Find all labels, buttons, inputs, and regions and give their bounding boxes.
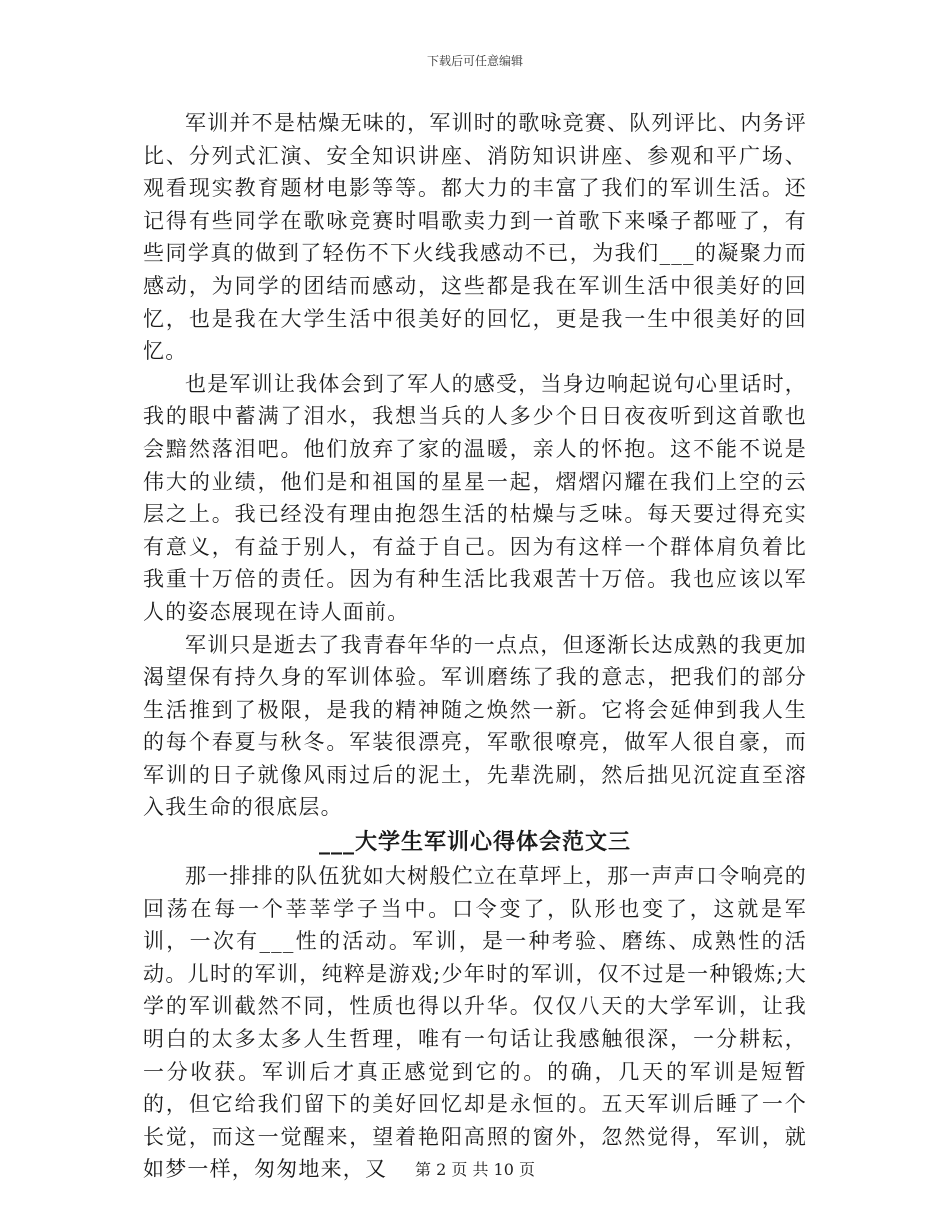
page-header: 下载后可任意编辑 [426,54,523,68]
section-title: ___大学生军训心得体会范文三 [318,829,631,856]
paragraph: 也是军训让我体会到了军人的感受，当身边响起说句心里话时，我的眼中蓄满了泪水，我想当兵的人多少个日日夜夜听到这首歌也会黯然落泪吧。他们放弃了家的温暖，亲人的怀抱。这不能不说是伟大的业绩，他们是和祖国的星星一起，熠熠闪耀在我们上空的云层之上。我已经没有理由抱怨生活的枯燥与乏味。每天要过得充实有意义，有益于别人，有益于自己。因为有这样一个群体肩负着比我重十万倍的责任。因为有种生活比我艰苦十万倍。我也应该以军人的姿态展现在诗人面前。 [143,371,807,624]
document-body [143,107,807,1186]
paragraph: 军训只是逝去了我青春年华的一点点，但逐渐长达成熟的我更加渴望保有持久身的军训体验。军训磨练了我的意志，把我们的部分生活推到了极限，是我的精神随之焕然一新。它将会延伸到我人生的每个春夏与秋冬。军装很漂亮，军歌很嘹亮，做军人很自豪，而军训的日子就像风雨过后的泥土，先辈洗刷，然后拙见沉淀直至溶入我生命的很底层。 [143,632,807,820]
page-number: 第 2 页 共 10 页 [415,1160,535,1179]
paragraph: 那一排排的队伍犹如大树般伫立在草坪上，那一声声口令响亮的回荡在每一个莘莘学子当中。口令变了，队形也变了，这就是军训，一次有___性的活动。军训，是一种考验、磨练、成熟性的活动。儿时的军训，纯粹是游戏;少年时的军训，仅不过是一种锻炼;大学的军训截然不同，性质也得以升华。仅仅八天的大学军训，让我明白的太多太多人生哲理，唯有一句话让我感触很深，一分耕耘，一分收获。军训后才真正感觉到它的。的确，几天的军训是短暂的，但它给我们留下的美好回忆却是永恒的。五天军训后睡了一个长觉，而这一觉醒来，望着艳阳高照的窗外，忽然觉得，军训，就如梦一样，匆匆地来，又 [143,864,807,1182]
paragraph: 军训并不是枯燥无味的，军训时的歌咏竞赛、队列评比、内务评比、分列式汇演、安全知识讲座、消防知识讲座、参观和平广场、观看现实教育题材电影等等。都大力的丰富了我们的军训生活。还记得有些同学在歌咏竞赛时唱歌卖力到一首歌下来嗓子都哑了，有些同学真的做到了轻伤不下火线我感动不已，为我们___的凝聚力而感动，为同学的团结而感动，这些都是我在军训生活中很美好的回忆，也是我在大学生活中很美好的回忆，更是我一生中很美好的回忆。 [143,111,807,364]
